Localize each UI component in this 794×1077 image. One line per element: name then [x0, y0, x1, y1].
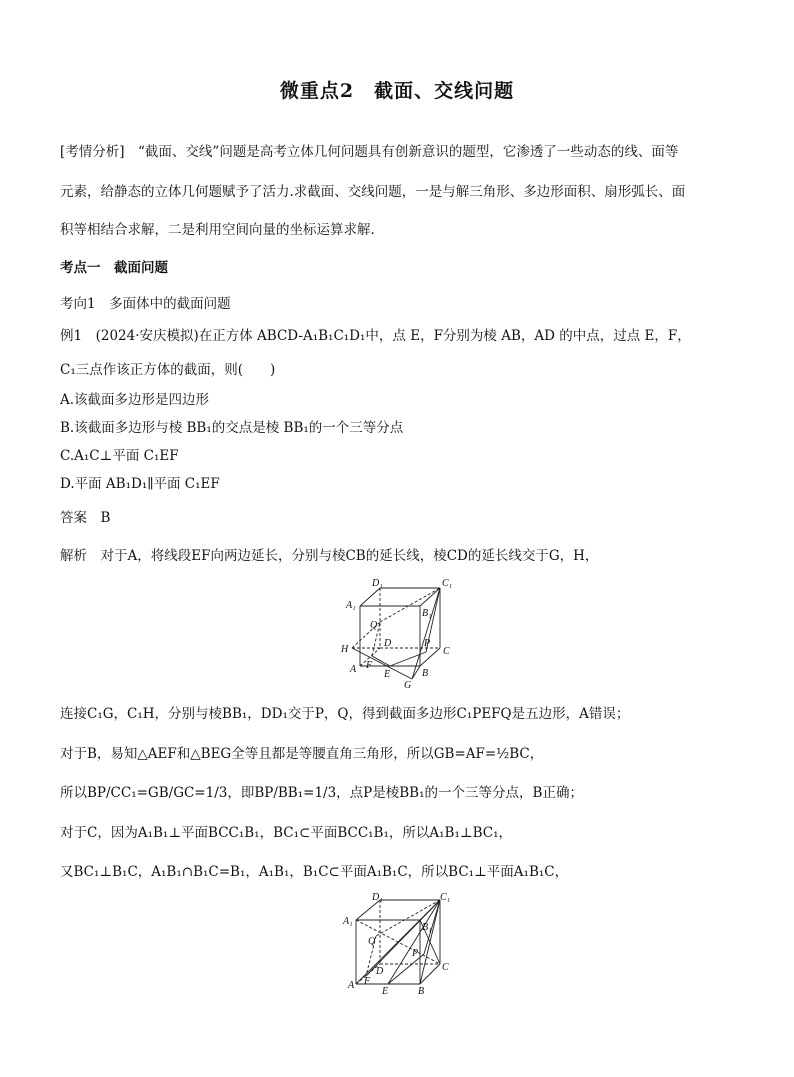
fig1-label-p: P [424, 638, 431, 649]
section-heading: 考点一 截面问题 [60, 260, 168, 276]
fig1-label-d1: D₁ [372, 578, 383, 589]
fig2-label-b: B [418, 986, 425, 997]
solution-line-5: 对于C，因为A₁B₁⊥平面BCC₁B₁，BC₁⊂平面BCC₁B₁，所以A₁B₁⊥BC₁， [60, 825, 512, 841]
fig1-label-a: A [350, 664, 357, 675]
fig2-label-b1: B₁ [422, 922, 432, 933]
cube-figure-2 [336, 892, 460, 1000]
fig1-label-f: F [366, 660, 373, 671]
cube-figure-1 [336, 576, 460, 690]
fig2-label-p: P [412, 948, 419, 959]
fig1-label-b1: B₁ [422, 608, 432, 619]
solution-line-6: 又BC₁⊥B₁C，A₁B₁∩B₁C=B₁，A₁B₁，B₁C⊂平面A₁B₁C，所以BC₁⊥平面A₁B₁C， [60, 864, 569, 880]
page-title: 微重点2 截面、交线问题 [279, 80, 515, 102]
fig2-label-q: Q [368, 936, 376, 947]
analysis-line-2: 元素，给静态的立体几何题赋予了活力.求截面、交线问题，一是与解三角形、多边形面积、扇形弧长、面 [60, 184, 686, 200]
fig2-label-d1: D₁ [372, 892, 383, 903]
option-b: B.该截面多边形与棱 BB₁的交点是棱 BB₁的一个三等分点 [60, 420, 404, 436]
solution-line-1: 解析 对于A，将线段EF向两边延长，分别与棱CB的延长线，棱CD的延长线交于G，H， [60, 548, 599, 564]
fig2-label-a: A [348, 980, 355, 991]
example-line-2: C₁三点作该正方体的截面，则( ) [60, 362, 276, 378]
fig1-label-g: G [404, 680, 412, 690]
solution-line-2: 连接C₁G，C₁H，分别与棱BB₁，DD₁交于P，Q，得到截面多边形C₁PEFQ是五边形，A错误； [60, 706, 630, 722]
analysis-line-1: [考情分析] “截面、交线”问题是高考立体几何问题具有创新意识的题型，它渗透了一些动态的线、面等 [60, 144, 679, 160]
fig1-label-q: Q [370, 620, 378, 631]
direction-heading: 考向1 多面体中的截面问题 [60, 296, 231, 312]
fig2-label-d: D [376, 966, 384, 977]
fig1-label-b: B [422, 668, 429, 679]
solution-line-4: 所以BP/CC₁=GB/GC=1/3，即BP/BB₁=1/3，点P是棱BB₁的一个三等分点，B正确； [60, 785, 583, 801]
fig1-label-a1: A₁ [346, 600, 356, 611]
fig2-label-a1: A₁ [343, 916, 353, 927]
fig2-label-c1: C₁ [440, 892, 451, 903]
fig1-label-c1: C₁ [442, 578, 453, 589]
fig1-label-e: E [384, 669, 391, 680]
option-d: D.平面 AB₁D₁∥平面 C₁EF [60, 476, 220, 492]
fig2-label-e: E [382, 986, 389, 997]
option-a: A.该截面多边形是四边形 [60, 392, 210, 408]
example-line-1: 例1 (2024·安庆模拟)在正方体 ABCD-A₁B₁C₁D₁中，点 E，F分别为棱 AB，AD 的中点，过点 E，F， [60, 328, 691, 344]
fig1-label-h: H [341, 644, 349, 655]
option-c: C.A₁C⊥平面 C₁EF [60, 448, 179, 464]
fig1-label-d: D [384, 638, 392, 649]
fig2-label-f: F [364, 976, 371, 987]
fig1-label-c: C [443, 646, 450, 657]
fig2-label-c: C [442, 962, 449, 973]
analysis-line-3: 积等相结合求解，二是利用空间向量的坐标运算求解. [60, 222, 375, 238]
answer: 答案 B [60, 510, 111, 526]
solution-line-3: 对于B，易知△AEF和△BEG全等且都是等腰直角三角形，所以GB=AF=½BC， [60, 746, 544, 762]
